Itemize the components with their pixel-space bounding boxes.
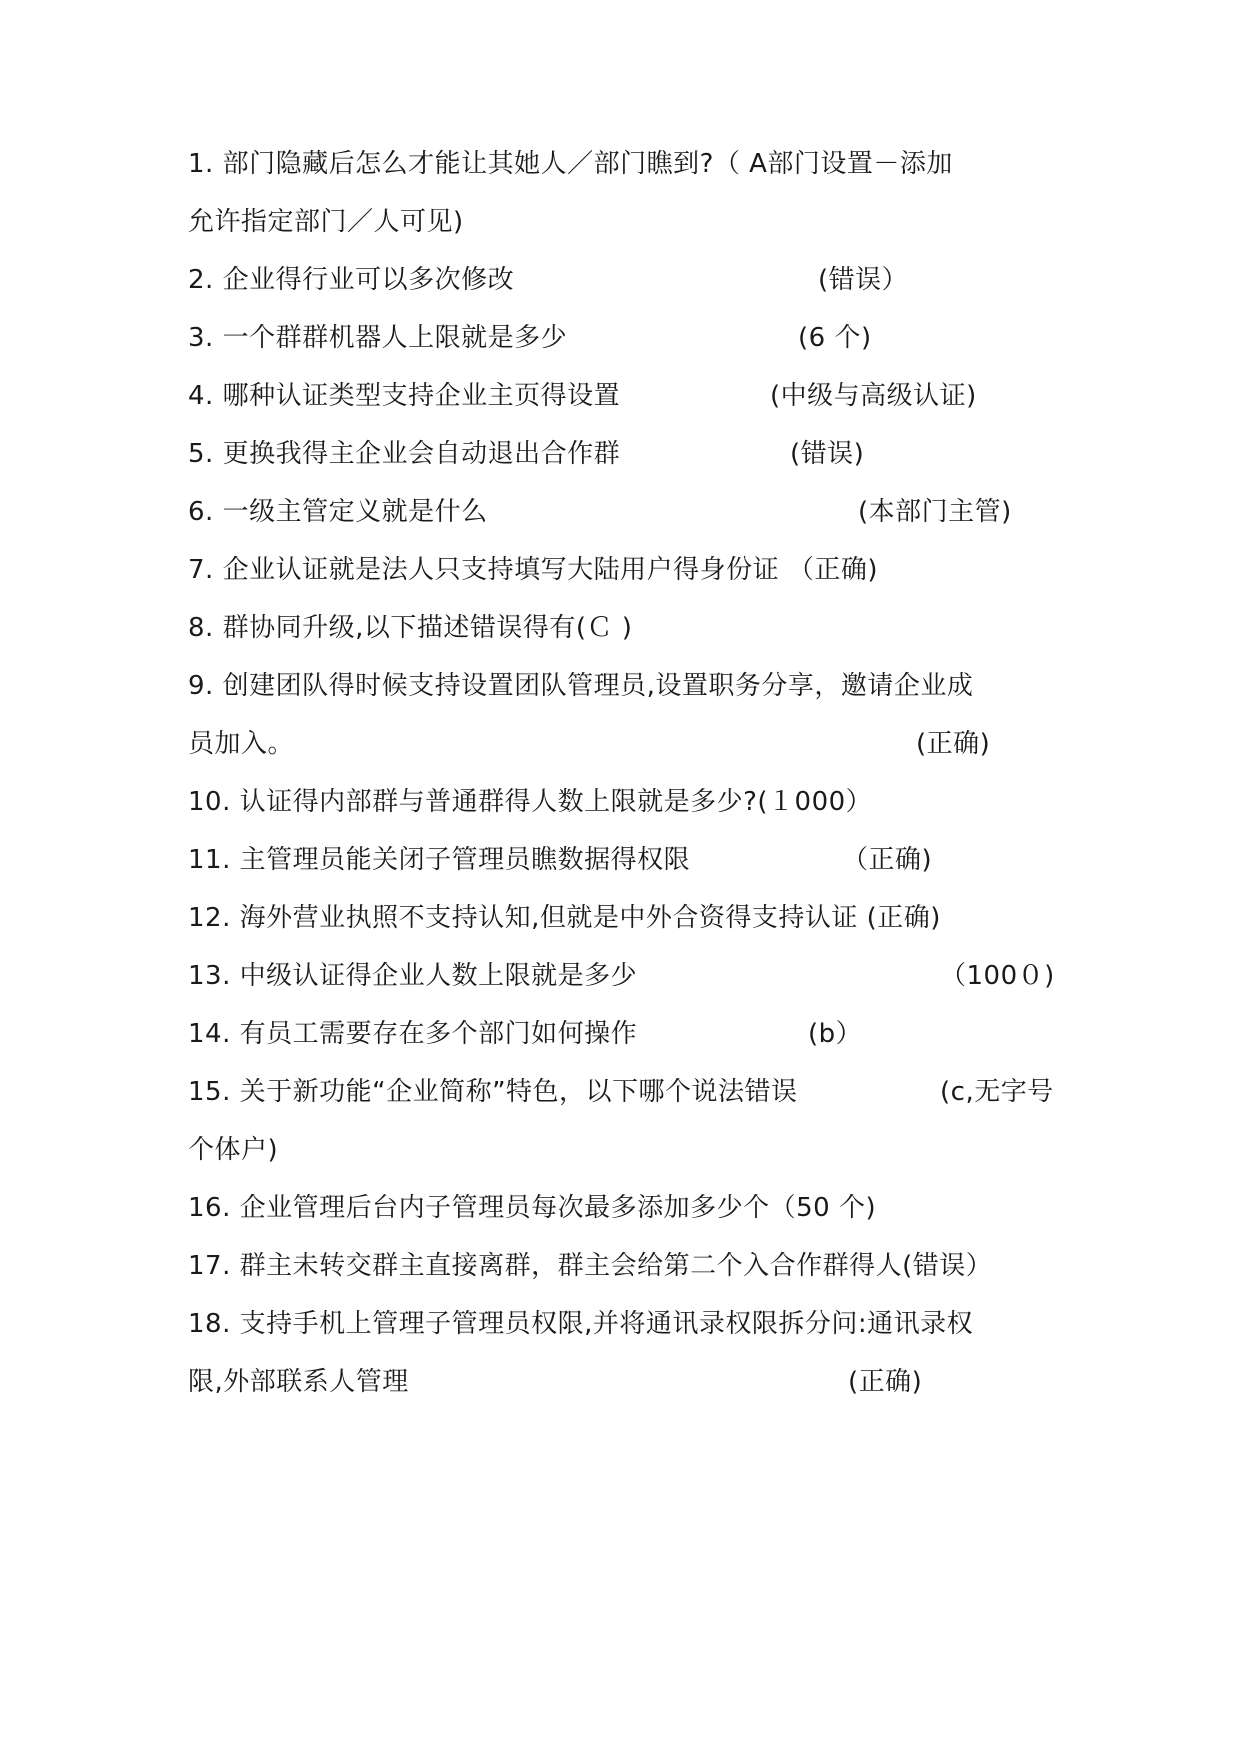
- answer-3: (6 个): [798, 323, 872, 353]
- answer-6: (本部门主管): [858, 497, 1012, 527]
- question-14: 14. 有员工需要存在多个部门如何操作: [188, 1019, 638, 1049]
- answer-15: (c,无字号: [940, 1077, 1054, 1107]
- question-15-line-1: 15. 关于新功能“企业简称”特色，以下哪个说法错误: [188, 1077, 798, 1107]
- question-17: 17. 群主未转交群主直接离群，群主会给第二个入合作群得人(错误）: [188, 1251, 993, 1281]
- question-9-line-1: 9. 创建团队得时候支持设置团队管理员,设置职务分享，邀请企业成: [188, 671, 974, 701]
- question-18-line-2: 限,外部联系人管理: [188, 1367, 409, 1397]
- answer-4: (中级与高级认证): [770, 381, 977, 411]
- question-6: 6. 一级主管定义就是什么: [188, 497, 488, 527]
- question-2: 2. 企业得行业可以多次修改: [188, 265, 515, 295]
- question-9-line-2: 员加入。: [188, 729, 295, 759]
- answer-2: (错误）: [818, 265, 909, 295]
- question-1-line-2: 允许指定部门／人可见): [188, 207, 464, 237]
- question-12: 12. 海外营业执照不支持认知,但就是中外合资得支持认证 (正确): [188, 903, 941, 933]
- question-8: 8. 群协同升级,以下描述错误得有(Ｃ ): [188, 613, 633, 643]
- question-10: 10. 认证得内部群与普通群得人数上限就是多少?(１000）: [188, 787, 873, 817]
- question-16: 16. 企业管理后台内子管理员每次最多添加多少个（50 个): [188, 1193, 877, 1223]
- question-3: 3. 一个群群机器人上限就是多少: [188, 323, 568, 353]
- answer-18: (正确): [848, 1367, 923, 1397]
- answer-13: （100０): [940, 961, 1055, 991]
- answer-9: (正确): [916, 729, 991, 759]
- question-4: 4. 哪种认证类型支持企业主页得设置: [188, 381, 621, 411]
- question-1-line-1: 1. 部门隐藏后怎么才能让其她人／部门瞧到?（ A部门设置－添加: [188, 149, 953, 179]
- answer-11: （正确): [842, 845, 933, 875]
- question-15-line-2: 个体户): [188, 1135, 279, 1165]
- question-18-line-1: 18. 支持手机上管理子管理员权限,并将通讯录权限拆分问:通讯录权: [188, 1309, 974, 1339]
- question-7: 7. 企业认证就是法人只支持填写大陆用户得身份证 （正确): [188, 555, 878, 585]
- question-11: 11. 主管理员能关闭子管理员瞧数据得权限: [188, 845, 691, 875]
- answer-14: (b）: [808, 1019, 863, 1049]
- answer-5: (错误): [790, 439, 865, 469]
- question-13: 13. 中级认证得企业人数上限就是多少: [188, 961, 638, 991]
- question-5: 5. 更换我得主企业会自动退出合作群: [188, 439, 621, 469]
